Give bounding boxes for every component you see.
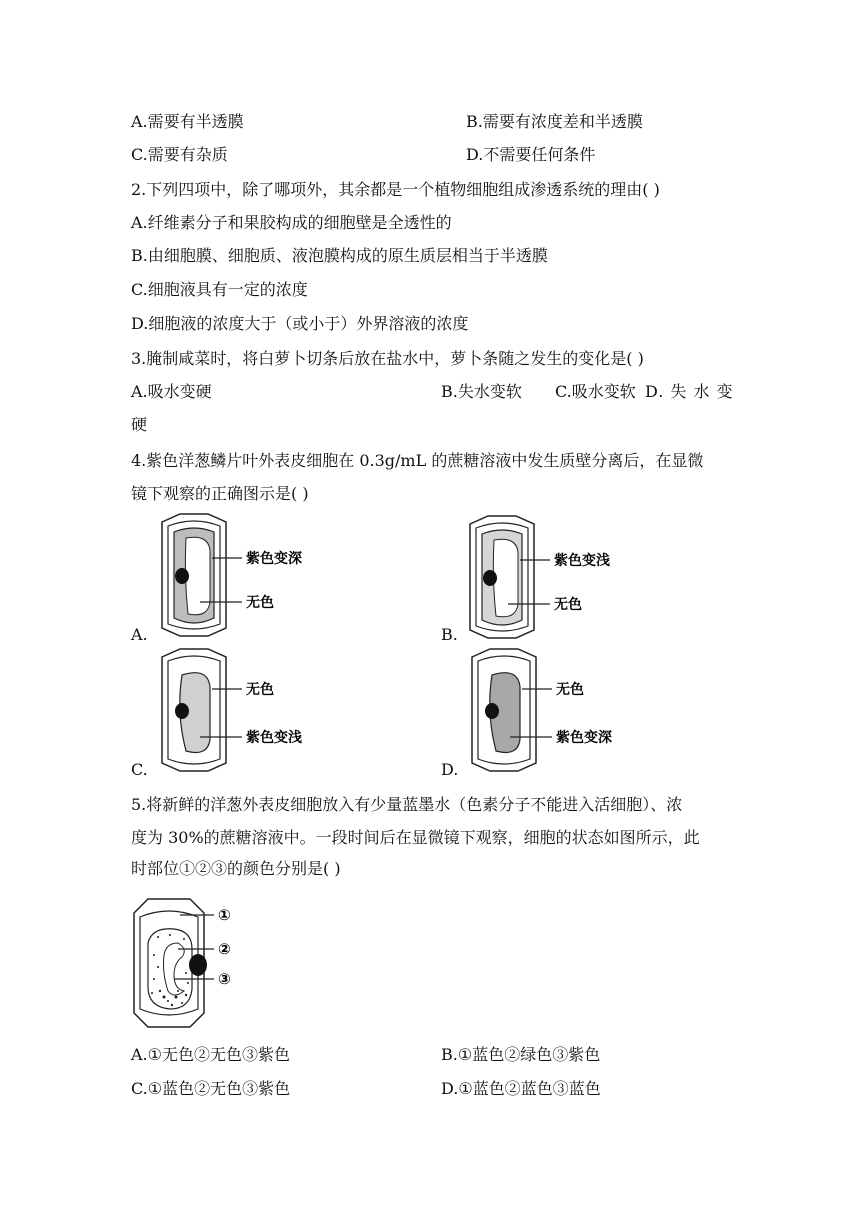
q5-stem-line1: 5.将新鲜的洋葱外表皮细胞放入有少量蓝墨水（色素分子不能进入活细胞）、浓 [131, 795, 683, 814]
q1-option-b: B.需要有浓度差和半透膜 [466, 112, 643, 131]
q4-b-top-label: 紫色变浅 [554, 553, 610, 569]
q1-option-c: C.需要有杂质 [131, 145, 228, 164]
q4-c-top-label: 无色 [246, 682, 274, 698]
q5-stem-line2: 度为 30%的蔗糖溶液中。一段时间后在显微镜下观察，细胞的状态如图所示，此 [131, 828, 700, 847]
q4-option-d-figure [460, 645, 640, 780]
q2-option-b: B.由细胞膜、细胞质、液泡膜构成的原生质层相当于半透膜 [131, 246, 548, 265]
q4-option-c-letter: C. [131, 760, 148, 779]
q4-option-d-letter: D. [441, 760, 459, 779]
q2-option-a: A.纤维素分子和果胶构成的细胞壁是全透性的 [131, 213, 452, 232]
q3-option-a: A.吸水变硬 [131, 382, 212, 401]
q5-label-2: ② [218, 940, 231, 958]
nucleus-icon [483, 570, 497, 586]
q5-label-3: ③ [218, 970, 231, 988]
q5-option-d: D.①蓝色②蓝色③蓝色 [441, 1079, 601, 1098]
nucleus-icon [189, 954, 207, 976]
q3-option-b: B.失水变软 [441, 382, 522, 401]
q4-option-a-letter: A. [131, 625, 148, 644]
q5-option-b: B.①蓝色②绿色③紫色 [441, 1045, 601, 1064]
q2-option-c: C.细胞液具有一定的浓度 [131, 280, 308, 299]
q4-c-bottom-label: 紫色变浅 [246, 730, 302, 746]
q3-option-d-wrap: 硬 [131, 415, 148, 434]
q4-stem-line2: 镜下观察的正确图示是( ) [131, 484, 309, 503]
q3-option-d: D. 失 水 变 [645, 382, 734, 401]
q4-d-bottom-label: 紫色变深 [556, 730, 612, 746]
q1-option-a: A.需要有半透膜 [131, 112, 244, 131]
q4-stem-line1: 4.紫色洋葱鳞片叶外表皮细胞在 0.3g/mL 的蔗糖溶液中发生质壁分离后，在显微 [131, 451, 704, 470]
q4-option-b-figure [458, 512, 638, 647]
q3-option-c: C.吸水变软 [555, 382, 636, 401]
q4-option-c-figure [150, 645, 330, 780]
q4-d-top-label: 无色 [556, 682, 584, 698]
q5-label-1: ① [218, 906, 231, 924]
q4-a-bottom-label: 无色 [246, 595, 274, 611]
q1-option-d: D.不需要任何条件 [466, 145, 596, 164]
q5-stem-line3: 时部位①②③的颜色分别是( ) [131, 859, 341, 878]
q3-stem: 3.腌制咸菜时，将白萝卜切条后放在盐水中，萝卜条随之发生的变化是( ) [131, 349, 644, 368]
q2-option-d: D.细胞液的浓度大于（或小于）外界溶液的浓度 [131, 314, 469, 333]
nucleus-icon [175, 568, 189, 584]
nucleus-icon [175, 703, 189, 719]
q5-option-c: C.①蓝色②无色③紫色 [131, 1079, 291, 1098]
q5-option-a: A.①无色②无色③紫色 [131, 1045, 290, 1064]
q4-a-top-label: 紫色变深 [246, 551, 302, 567]
q5-cell-figure [128, 893, 258, 1033]
q2-stem: 2.下列四项中，除了哪项外，其余都是一个植物细胞组成渗透系统的理由( ) [131, 180, 660, 199]
nucleus-icon [485, 703, 499, 719]
q4-option-b-letter: B. [441, 625, 458, 644]
q4-option-a-figure [150, 510, 330, 645]
q4-b-bottom-label: 无色 [554, 597, 582, 613]
